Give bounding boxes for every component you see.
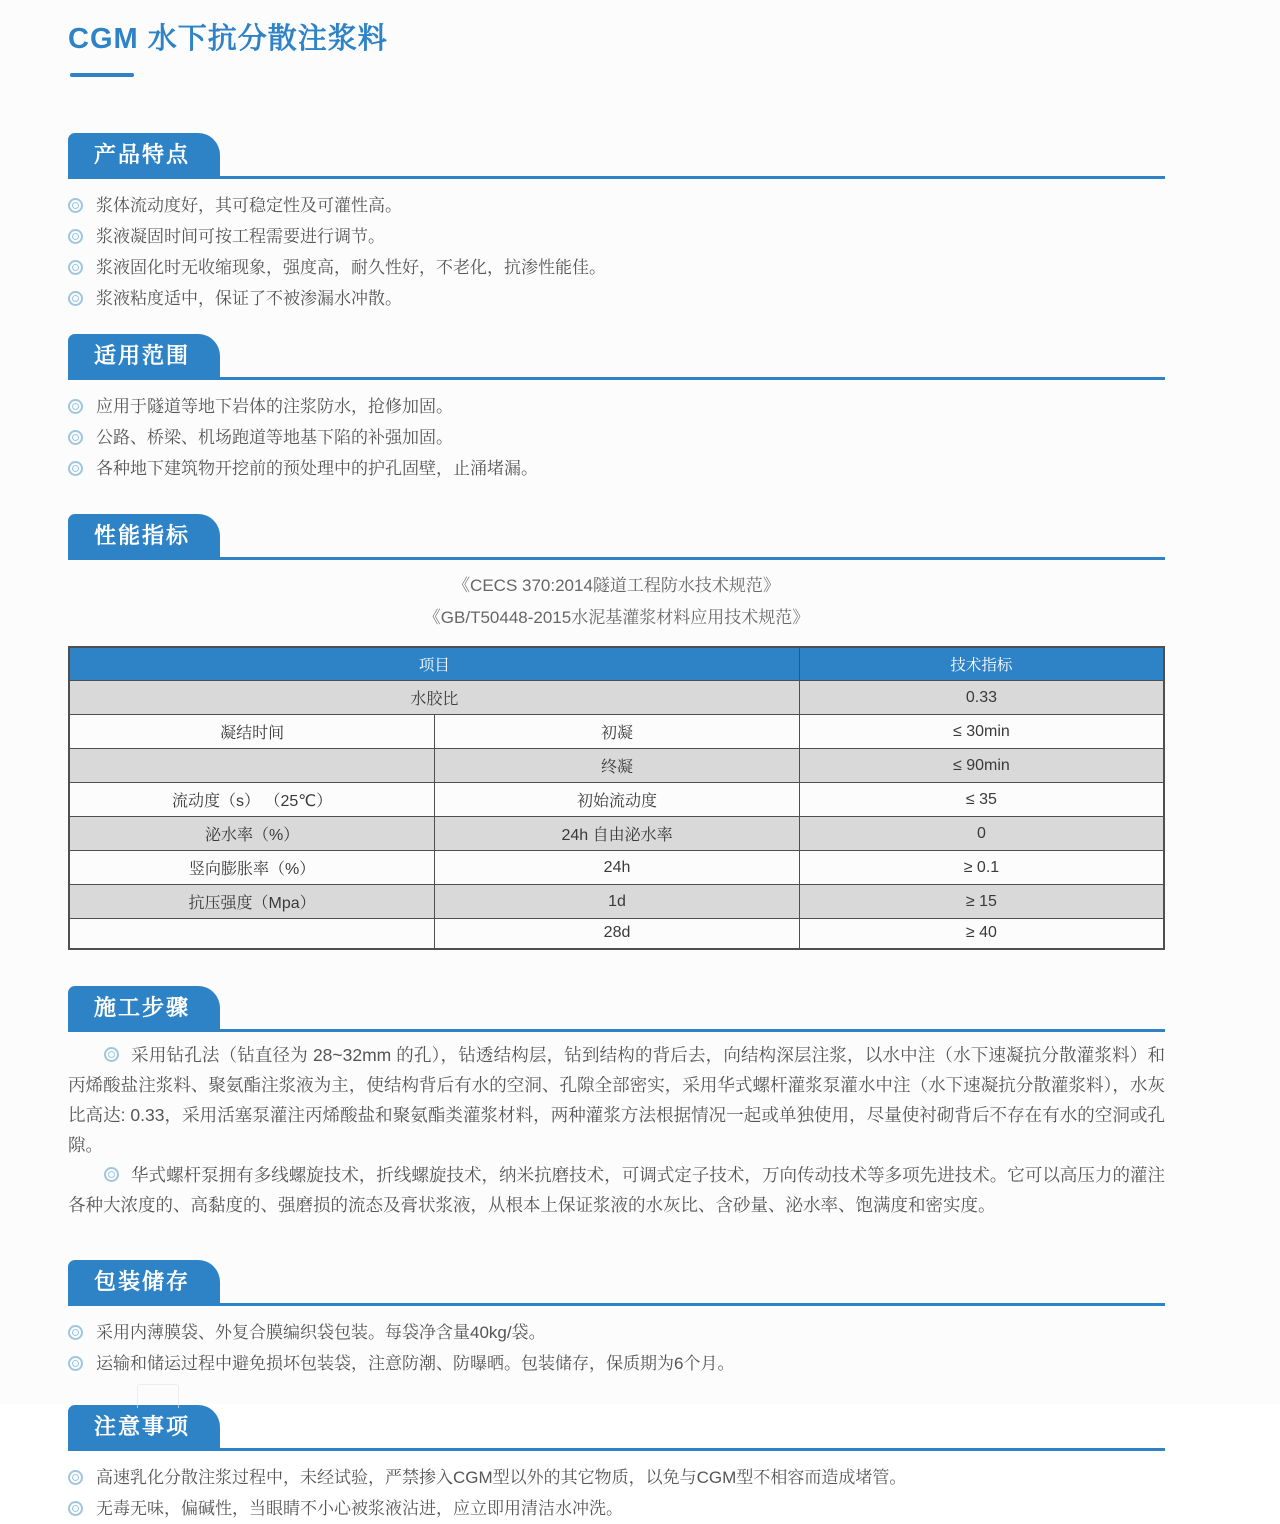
features-list <box>68 190 1165 314</box>
ring-bullet-icon <box>68 1325 83 1340</box>
table-row <box>69 749 1164 783</box>
table-cell-property: 水胶比 <box>69 681 799 715</box>
notes-item-text: 高速乳化分散注浆过程中，未经试验，严禁掺入CGM型以外的其它物质，以免与CGM型不相容而造成堵管。 <box>96 1467 907 1487</box>
ring-bullet-icon <box>68 229 83 244</box>
ring-bullet-icon <box>68 1501 83 1516</box>
ring-bullet-icon <box>104 1167 119 1182</box>
notes-item <box>68 1493 1165 1524</box>
ring-bullet-icon <box>68 198 83 213</box>
table-cell-subproperty: 24h 自由泌水率 <box>435 817 800 851</box>
section-notes-badge: 注意事项 <box>68 1405 220 1448</box>
section-notes <box>68 1405 1165 1524</box>
table-cell-property: 竖向膨胀率（%） <box>69 851 435 885</box>
table-cell-value: ≥ 0.1 <box>799 851 1164 885</box>
faint-package-image <box>137 1384 179 1408</box>
scope-item-text: 应用于隧道等地下岩体的注浆防水，抢修加固。 <box>96 397 453 416</box>
step-paragraph-text: 华式螺杆泵拥有多线螺旋技术，折线螺旋技术，纳米抗磨技术，可调式定子技术，万向传动技术等多项先进技术。它可以高压力的灌注各种大浓度的、高黏度的、强磨损的流态及膏状浆液，从根本上保证浆液的水灰比、含砂量、泌水率、饱满度和密实度。 <box>68 1164 1165 1215</box>
table-cell-value: ≥ 40 <box>799 919 1164 949</box>
packaging-list <box>68 1317 1165 1379</box>
page-content <box>68 0 1165 1524</box>
table-header-item: 项目 <box>69 647 799 681</box>
standards-list <box>68 570 1165 634</box>
feature-item-text: 浆液固化时无收缩现象，强度高，耐久性好，不老化，抗渗性能佳。 <box>96 258 606 277</box>
table-cell-property: 流动度（s） （25℃） <box>69 783 435 817</box>
packaging-item-text: 采用内薄膜袋、外复合膜编织袋包装。每袋净含量40kg/袋。 <box>96 1322 546 1342</box>
ring-bullet-icon <box>68 461 83 476</box>
section-scope-header <box>68 334 1165 380</box>
table-cell-value: ≤ 35 <box>799 783 1164 817</box>
ring-bullet-icon <box>68 260 83 275</box>
scope-item <box>68 453 1165 484</box>
page-title: CGM 水下抗分散注浆料 <box>68 23 388 55</box>
table-body <box>69 681 1164 949</box>
feature-item <box>68 283 1165 314</box>
notes-item <box>68 1462 1165 1493</box>
step-paragraph <box>68 1160 1165 1220</box>
section-performance-header <box>68 514 1165 560</box>
notes-list <box>68 1462 1165 1524</box>
standard-reference: 《GB/T50448-2015水泥基灌浆材料应用技术规范》 <box>423 608 810 627</box>
feature-item <box>68 252 1165 283</box>
scope-item <box>68 391 1165 422</box>
table-cell-property <box>69 749 435 783</box>
section-performance-badge: 性能指标 <box>68 514 220 557</box>
standard-reference: 《CECS 370:2014隧道工程防水技术规范》 <box>453 576 780 595</box>
table-cell-value: 0 <box>799 817 1164 851</box>
packaging-item <box>68 1348 1165 1379</box>
ring-bullet-icon <box>68 399 83 414</box>
table-cell-value: ≥ 15 <box>799 885 1164 919</box>
section-steps-badge: 施工步骤 <box>68 986 220 1029</box>
table-cell-property: 抗压强度（Mpa） <box>69 885 435 919</box>
feature-item-text: 浆体流动度好，其可稳定性及可灌性高。 <box>96 196 402 215</box>
table-cell-subproperty: 初凝 <box>435 715 800 749</box>
ring-bullet-icon <box>68 1470 83 1485</box>
scope-list <box>68 391 1165 484</box>
section-steps <box>68 986 1165 1220</box>
feature-item <box>68 190 1165 221</box>
step-paragraph <box>68 1040 1165 1160</box>
feature-item-text: 浆液凝固时间可按工程需要进行调节。 <box>96 227 385 246</box>
step-paragraph-text: 采用钻孔法（钻直径为 28~32mm 的孔），钻透结构层，钻到结构的背后去，向结构深层注浆，以水中注（水下速凝抗分散灌浆料）和丙烯酸盐注浆料、聚氨酯注浆液为主，使结构背后有水的空洞、孔隙全部密实，采用华式螺杆灌浆泵灌水中注（水下速凝抗分散灌浆料），水灰比高达: 0.33，采用活塞泵灌注丙烯酸盐和聚氨酯类灌浆材料，两种灌浆方法根据情况一起或单独使用，尽量使衬砌背后不存在有水的空洞或孔隙。 <box>68 1044 1165 1155</box>
table-row <box>69 885 1164 919</box>
table-row <box>69 817 1164 851</box>
scope-item <box>68 422 1165 453</box>
ring-bullet-icon <box>104 1047 119 1062</box>
table-cell-value: ≤ 30min <box>799 715 1164 749</box>
packaging-item <box>68 1317 1165 1348</box>
scope-item-text: 公路、桥梁、机场跑道等地基下陷的补强加固。 <box>96 428 453 447</box>
notes-item-text: 无毒无味，偏碱性，当眼睛不小心被浆液沾进，应立即用清洁水冲洗。 <box>96 1498 623 1518</box>
ring-bullet-icon <box>68 430 83 445</box>
section-packaging <box>68 1260 1165 1379</box>
steps-paragraphs <box>68 1040 1165 1220</box>
performance-table <box>68 646 1165 950</box>
table-row <box>69 851 1164 885</box>
table-row <box>69 783 1164 817</box>
ring-bullet-icon <box>68 1356 83 1371</box>
packaging-item-text: 运输和储运过程中避免损坏包装袋，注意防潮、防曝晒。包装储存，保质期为6个月。 <box>96 1353 735 1373</box>
section-steps-header <box>68 986 1165 1032</box>
section-packaging-header <box>68 1260 1165 1306</box>
section-features-header <box>68 133 1165 179</box>
section-performance <box>68 514 1165 950</box>
table-row <box>69 919 1164 949</box>
table-row <box>69 681 1164 715</box>
table-cell-subproperty: 24h <box>435 851 800 885</box>
section-scope <box>68 334 1165 484</box>
table-cell-subproperty: 28d <box>435 919 800 949</box>
section-features-badge: 产品特点 <box>68 133 220 176</box>
table-cell-property: 凝结时间 <box>69 715 435 749</box>
table-row <box>69 715 1164 749</box>
ring-bullet-icon <box>68 291 83 306</box>
section-scope-badge: 适用范围 <box>68 334 220 377</box>
section-features <box>68 133 1165 314</box>
feature-item <box>68 221 1165 252</box>
table-cell-value: 0.33 <box>799 681 1164 715</box>
table-cell-subproperty: 初始流动度 <box>435 783 800 817</box>
table-cell-property: 泌水率（%） <box>69 817 435 851</box>
table-cell-subproperty: 1d <box>435 885 800 919</box>
table-header-row <box>69 647 1164 681</box>
section-packaging-badge: 包装储存 <box>68 1260 220 1303</box>
section-notes-header <box>68 1405 1165 1451</box>
title-underline <box>70 73 134 77</box>
feature-item-text: 浆液粘度适中，保证了不被渗漏水冲散。 <box>96 289 402 308</box>
table-cell-value: ≤ 90min <box>799 749 1164 783</box>
scope-item-text: 各种地下建筑物开挖前的预处理中的护孔固壁，止涌堵漏。 <box>96 459 538 478</box>
table-cell-subproperty: 终凝 <box>435 749 800 783</box>
table-header-indicator: 技术指标 <box>799 647 1164 681</box>
table-cell-property <box>69 919 435 949</box>
